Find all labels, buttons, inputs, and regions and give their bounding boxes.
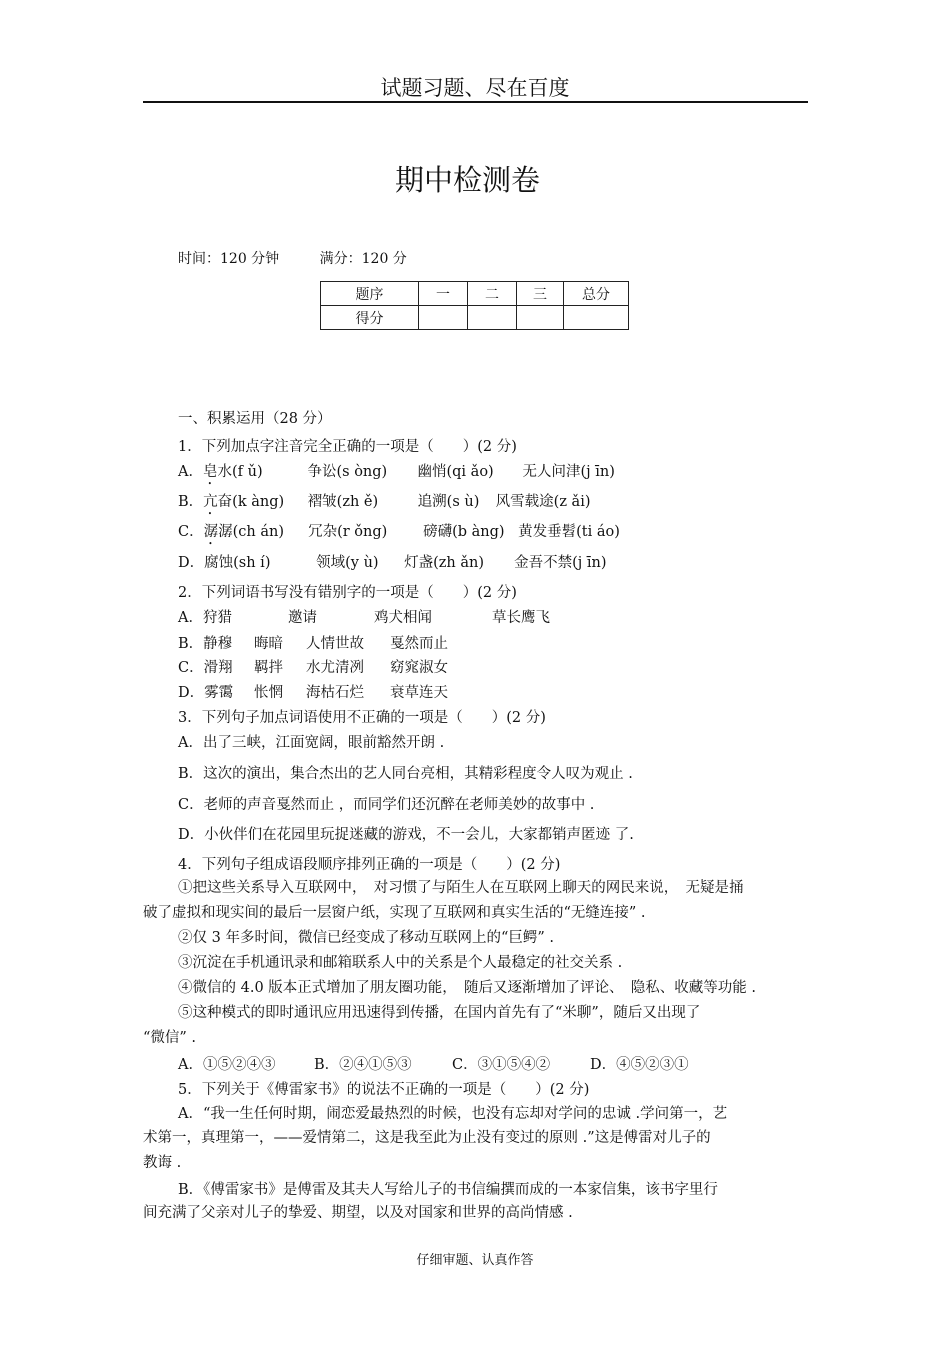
- question-1-option-a: A．皂水(f ǔ) 争讼(s òng) 幽悄(qi ǎo) 无人问津(j īn): [178, 464, 615, 480]
- page-title: 期中检测卷: [394, 163, 540, 197]
- question-2-stem: 2．下列词语书写没有错别字的一项是（ ）(2 分): [178, 585, 517, 601]
- table-cell: 三: [517, 282, 564, 306]
- question-2-option-a: A．狩猎 邀请 鸡犬相闻 草长鹰飞: [178, 610, 550, 626]
- score-input-cell: [419, 306, 468, 330]
- table-cell: 一: [419, 282, 468, 306]
- score-input-cell: [517, 306, 564, 330]
- question-4-sentence-1-cont: 破了虚拟和现实间的最后一层窗户纸，实现了互联网和真实生活的“无缝连接” .: [143, 905, 646, 921]
- question-3-option-b: B．这次的演出，集合杰出的艺人同台亮相，其精彩程度令人叹为观止 .: [178, 766, 633, 782]
- page-header: 试题习题、尽在百度: [380, 76, 570, 100]
- question-5-option-b-cont: 间充满了父亲对儿子的挚爱、期望，以及对国家和世界的高尚情感 .: [143, 1205, 573, 1221]
- question-5-option-a-cont2: 教诲 .: [143, 1155, 182, 1171]
- question-4-option-a: A．①⑤②④③: [178, 1057, 276, 1073]
- question-4-option-c: C．③①⑤④②: [452, 1057, 551, 1073]
- question-4-sentence-4: ④微信的 4.0 版本正式增加了朋友圈功能， 随后又逐渐增加了评论、 隐私、收藏等功能 .: [178, 980, 756, 996]
- question-3-option-d: D．小伙伴们在花园里玩捉迷藏的游戏，不一会儿，大家都销声匿迹 了.: [178, 827, 634, 843]
- question-4-sentence-2: ②仅 3 年多时间，微信已经变成了移动互联网上的“巨鳄” .: [178, 930, 554, 946]
- question-4-option-d: D．④⑤②③①: [590, 1057, 689, 1073]
- question-5-stem: 5．下列关于《傅雷家书》的说法不正确的一项是（ ）(2 分): [178, 1082, 590, 1098]
- question-3-option-c: C．老师的声音戛然而止 ，而同学们还沉醉在老师美妙的故事中 .: [178, 797, 595, 813]
- page-footer: 仔细审题、认真作答: [416, 1253, 534, 1268]
- score-input-cell: [564, 306, 629, 330]
- score-table-row: [321, 306, 629, 330]
- header-rule: [143, 101, 808, 103]
- question-1-option-d: D．腐蚀(sh í) 领域(y ù) 灯盏(zh ǎn) 金吾不禁(j īn): [178, 555, 607, 571]
- question-1-option-c: C．潺潺(ch án) 冗杂(r ǒng) 磅礴(b àng) 黄发垂髫(ti áo): [178, 524, 620, 540]
- table-cell: 得分: [321, 306, 419, 330]
- question-4-options: [178, 1055, 689, 1075]
- exam-info: [178, 248, 443, 268]
- question-5-option-a-cont: 术第一，真理第一，——爱情第二，这是我至此为止没有变过的原则 .”这是傅雷对儿子的: [143, 1130, 711, 1146]
- question-4-option-b: B．②④①⑤③: [314, 1057, 412, 1073]
- table-cell: 总分: [564, 282, 629, 306]
- full-score: 满分：120 分: [319, 251, 407, 267]
- time-limit: 时间：120 分钟: [178, 251, 280, 267]
- question-2-option-d: D．雾霭 怅惘 海枯石烂 衰草连天: [178, 685, 448, 701]
- score-input-cell: [468, 306, 517, 330]
- question-5-option-a: A．“我一生任何时期，闹恋爱最热烈的时候，也没有忘却对学问的忠诚 .学问第一，艺: [178, 1106, 728, 1122]
- question-4-sentence-5-cont: “微信” .: [143, 1030, 197, 1046]
- table-cell: 题序: [321, 282, 419, 306]
- question-4-stem: 4．下列句子组成语段顺序排列正确的一项是（ ）(2 分): [178, 857, 561, 873]
- section-heading: 一、积累运用（28 分）: [178, 411, 332, 427]
- score-table: [320, 281, 629, 330]
- question-5-option-b: B．《傅雷家书》是傅雷及其夫人写给儿子的书信编撰而成的一本家信集，该书字里行: [178, 1182, 718, 1198]
- question-3-stem: 3．下列句子加点词语使用不正确的一项是（ ）(2 分): [178, 710, 546, 726]
- question-2-option-c: C．滑翔 羁拌 水尤清冽 窈窕淑女: [178, 660, 448, 676]
- table-cell: 二: [468, 282, 517, 306]
- question-3-option-a: A．出了三峡，江面宽阔，眼前豁然开朗 .: [178, 735, 445, 751]
- question-4-sentence-5: ⑤这种模式的即时通讯应用迅速得到传播，在国内首先有了“米聊”，随后又出现了: [178, 1005, 701, 1021]
- question-1-option-b: B．亢奋(k àng) 褶皱(zh ě) 追溯(s ù) 风雪载途(z ǎi): [178, 494, 591, 510]
- question-2-option-b: B．静穆 晦暗 人情世故 戛然而止: [178, 636, 448, 652]
- question-1-stem: 1．下列加点字注音完全正确的一项是（ ）(2 分): [178, 439, 517, 455]
- question-4-sentence-3: ③沉淀在手机通讯录和邮箱联系人中的关系是个人最稳定的社交关系 .: [178, 955, 623, 971]
- question-4-sentence-1: ①把这些关系导入互联网中， 对习惯了与陌生人在互联网上聊天的网民来说， 无疑是捅: [178, 880, 744, 896]
- score-table-row: [321, 282, 629, 306]
